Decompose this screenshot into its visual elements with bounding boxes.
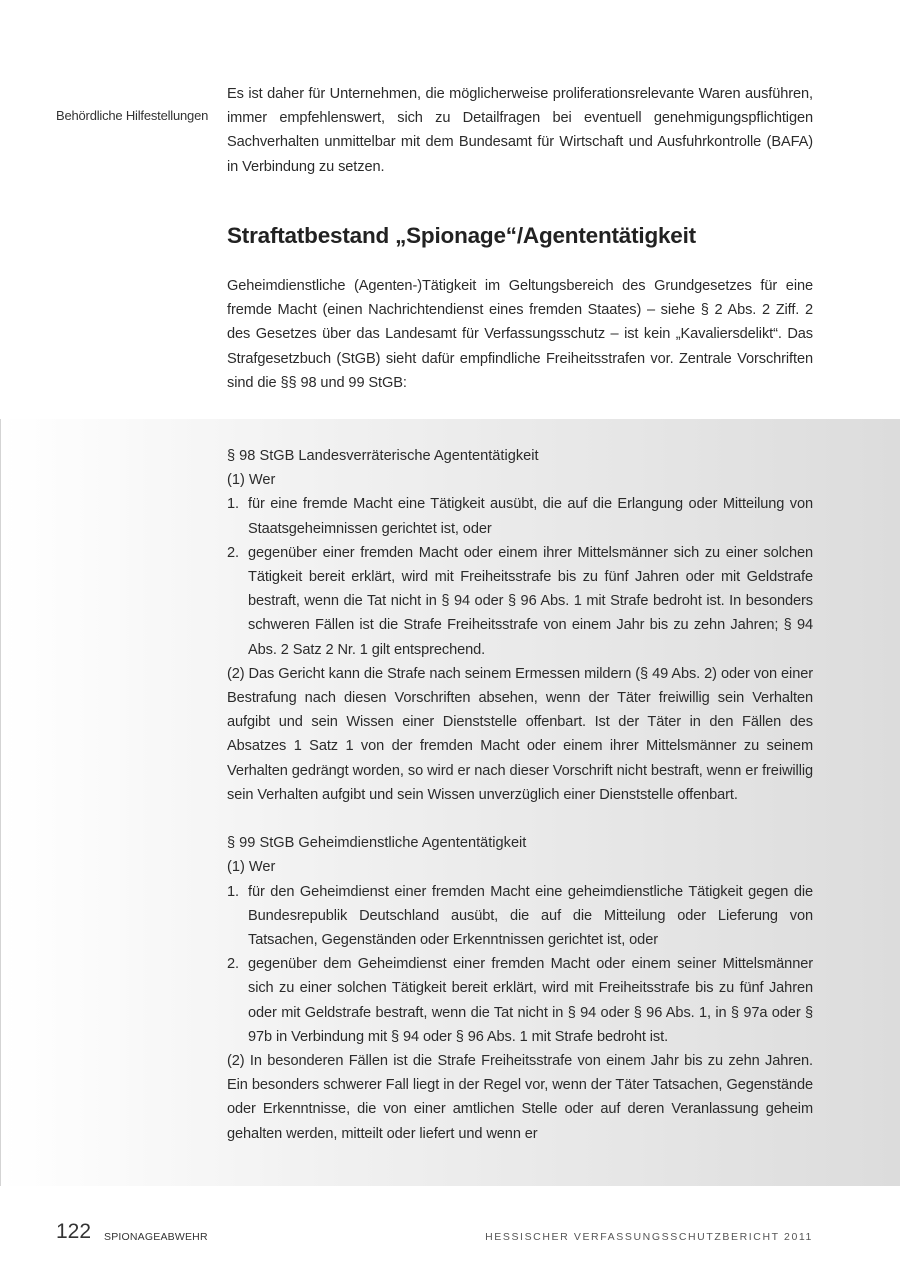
- list-text: für eine fremde Macht eine Tätigkeit ausübt, die auf die Erlangung oder Mitteilung von Staatsgeheimnissen gerichtet ist, oder: [248, 496, 813, 537]
- list-number: 2.: [227, 956, 239, 973]
- law99-abs2: (2) In besonderen Fällen ist die Strafe Freiheitsstrafe von einem Jahr bis zu zehn Jahren. Ein besonders schwerer Fall liegt in der Regel vor, wenn der Täter Tatsachen, Gegenstände oder Erkenntnisse, die von einer amtlichen Stelle oder auf deren Veranlassung geheim gehalten werden, mitteilt oder liefert und wenn er: [227, 1053, 813, 1142]
- law99-title: § 99 StGB Geheimdienstliche Agententätigkeit: [227, 835, 527, 852]
- page-number: 122: [56, 1220, 92, 1243]
- list-item: [227, 952, 813, 1049]
- law98-abs1: (1) Wer: [227, 472, 276, 489]
- list-item: [227, 492, 813, 540]
- list-number: 2.: [227, 544, 239, 561]
- list-text: gegenüber dem Geheimdienst einer fremden Macht oder einem seiner Mittelsmänner sich zu einer solchen Tätigkeit bereit erklärt, wird mit Freiheitsstrafe bis zu fünf Jahren oder mit Geldstrafe bestraft, wenn die Tat nicht in § 94 oder § 96 Abs. 1, in § 97a oder § 97b in Verbindung mit § 94 oder § 96 Abs. 1 mit Strafe bedroht ist.: [248, 956, 813, 1045]
- list-number: 1.: [227, 883, 239, 900]
- law98-title: § 98 StGB Landesverräterische Agententätigkeit: [227, 448, 539, 464]
- intro-paragraph: Es ist daher für Unternehmen, die möglicherweise proliferationsrelevante Waren ausführen, immer empfehlenswert, sich zu Detailfragen bei eventuell genehmigungspflichtigen Sachverhalten unmittelbar mit dem Bundesamt für Wirtschaft und Ausfuhrkontrolle (BAFA) in Verbindung zu setzen.: [227, 86, 813, 175]
- section-heading: Straftatbestand „Spionage“/Agententätigkeit: [227, 223, 696, 248]
- footer-section: SPIONAGEABWEHR: [104, 1231, 208, 1243]
- body-paragraph: Geheimdienstliche (Agenten-)Tätigkeit im Geltungsbereich des Grundgesetzes für eine fremde Macht (einen Nachrichtendienst eines fremden Staates) – siehe § 2 Abs. 2 Ziff. 2 des Gesetzes über das Landesamt für Verfassungsschutz – ist kein „Kavaliersdelikt“. Das Strafgesetzbuch (StGB) sieht dafür empfindliche Freiheitsstrafen vor. Zentrale Vorschriften sind die §§ 98 und 99 StGB:: [227, 278, 813, 391]
- margin-note: Behördliche Hilfestellungen: [56, 108, 209, 123]
- list-text: gegenüber einer fremden Macht oder einem ihrer Mittelsmänner sich zu einer solchen Tätigkeit bereit erklärt, wird mit Freiheitsstrafe bis zu fünf Jahren oder mit Geldstrafe bestraft, wenn die Tat nicht in § 94 oder § 96 Abs. 1 mit Strafe bedroht ist. In besonders schweren Fällen ist die Strafe Freiheitsstrafe von einem Jahr bis zu zehn Jahren; § 94 Abs. 2 Satz 2 Nr. 1 gilt entsprechend.: [248, 544, 813, 658]
- footer-publication: HESSISCHER VERFASSUNGSSCHUTZBERICHT 2011: [485, 1231, 813, 1243]
- list-item: [227, 880, 813, 953]
- list-item: [227, 541, 813, 662]
- law98-abs2: (2) Das Gericht kann die Strafe nach seinem Ermessen mildern (§ 49 Abs. 2) oder von einer Bestrafung nach diesen Vorschriften absehen, wenn der Täter freiwillig sein Verhalten aufgibt und sein Wissen einer Dienststelle offenbart. Ist der Täter in den Fällen des Absatzes 1 Satz 1 von der fremden Macht oder einem ihrer Mittelsmänner zu seinem Verhalten gedrängt worden, so wird er nach dieser Vorschrift nicht bestraft, wenn er freiwillig sein Verhalten aufgibt und sein Wissen unverzüglich einer Dienststelle offenbart.: [227, 665, 813, 803]
- law99-abs1: (1) Wer: [227, 859, 276, 876]
- law-text: [227, 444, 813, 1146]
- list-text: für den Geheimdienst einer fremden Macht eine geheimdienstliche Tätigkeit gegen die Bundesrepublik Deutschland ausübt, die auf die Mitteilung oder Lieferung von Tatsachen, Gegenständen oder Erkenntnissen gerichtet ist, oder: [248, 883, 813, 949]
- list-number: 1.: [227, 496, 239, 513]
